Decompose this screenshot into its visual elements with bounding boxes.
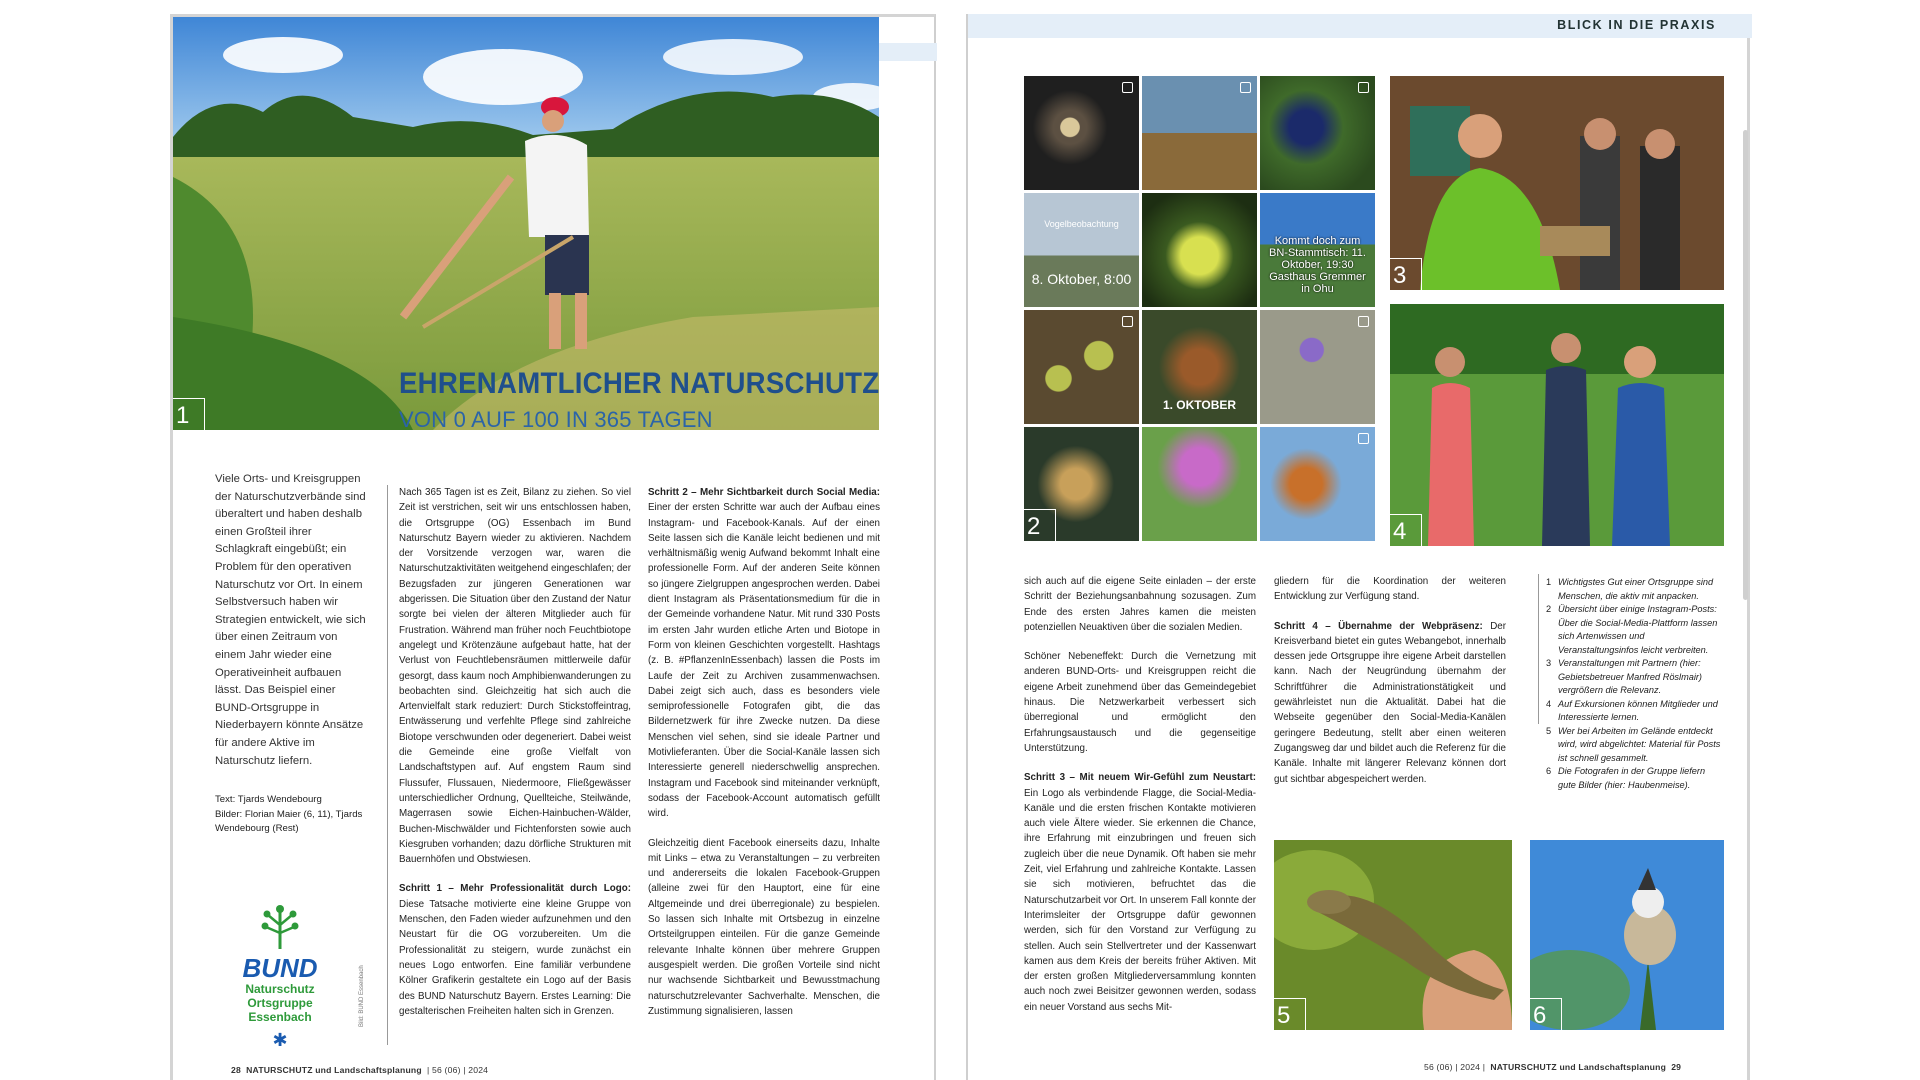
grid-tile-goldcrest <box>1024 427 1139 541</box>
header-band-fragment <box>879 43 937 61</box>
paragraph <box>1024 770 1256 1015</box>
credit-images: Bilder: Florian Maier (6, 11), Tjards Wendebourg (Rest) <box>215 809 363 834</box>
star-icon: ✱ <box>272 1030 288 1050</box>
footer-left <box>231 1065 488 1075</box>
caption-text: Wichtigstes Gut einer Ortsgruppe sind Menschen, die aktiv mit anpacken. <box>1558 577 1714 601</box>
left-page <box>170 14 936 1080</box>
caption-text: Wer bei Arbeiten im Gelände entdeckt wird, wird abgelichtet: Material für Posts ist schnell gesammelt. <box>1558 725 1721 763</box>
grid-tile-mushroom <box>1142 310 1257 424</box>
gallery-icon <box>1358 82 1369 93</box>
paragraph-body: Ein Logo als verbindende Flagge, die Social-Media-Kanäle und die ersten frischen Kontakte motivieren auch viele Ältere wieder. Sie erkennen die Chance, ihre Erfahrung mit einzubringen und freuen sich zugleich über die neue Dynamik. Oft haben sie mehr Zeit, viel Erfahrung und zahlreiche Kontakte. Lassen sie sich motivieren, befruchtet das die Naturschutzarbeit vor Ort. In unserem Fall konnte der Interimsleiter der Ortsgruppe dafür gewonnen werden, sich für den Vorstand zur Verfügung zu stellen. Auch sein Stellvertreter und der Kassenwart kamen aus dem Kreis der bereits früher Aktiven. Mit der ersten großen Mitgliederversammlung konnten auch noch zwei Beisitzer gewonnen werden, sodass ein neuer Vorstand aus sechs Mit- <box>1024 787 1256 1013</box>
gallery-icon <box>1358 316 1369 327</box>
photo-captions <box>1546 576 1724 792</box>
logo-bund: BUND <box>242 953 318 983</box>
caption-item <box>1546 725 1724 766</box>
column-rule <box>387 485 388 1045</box>
gallery-icon <box>1240 82 1251 93</box>
issue-info: | 56 (06) | 2024 <box>426 1065 489 1075</box>
paragraph-body: Einer der ersten Schritte war auch der Aufbau eines Instagram- und Facebook-Kanals. Auf der einen Seite lassen sich die Kanäle leicht bedienen und mit verhältnismäßig wenig Aufwand bekommt Inhalt eine professionelle Form. Auf der anderen Seite können so jüngere Zielgruppen angesprochen werden. Dabei dient Instagram als Präsentationsmedium für die in der Gemeinde vorhandene Natur. Mit rund 330 Posts im ersten Jahr wurden etliche Arten und Biotope in Form von kleinen Geschichten vorgestellt. Hashtags (z. B. #PflanzenInEssenbach) lassen die Posts im Laufe der Zeit zu Archiven zusammenwachsen. Dabei zeigt sich auch, dass es besonders viele semiprofessionelle Fotografen gibt, die das Bildernetzwerk für ihre Zwecke nutzen. Da diese Menschen viel sehen, sind sie ideale Partner und Motivlieferanten. Über die Social-Kanäle lassen sich Interessierte generell niederschwellig ansprechen. Instagram und Facebook sind miteinander verknüpft, sodass der Facebook-Account automatisch gefüllt wird. <box>648 502 880 820</box>
paragraph-body: Diese Tatsache motivierte eine kleine Gruppe von Menschen, den Faden wieder aufzunehmen und den Neustart für die OG vorzubereiten. Um die Professionalität zu steigern, wurde zunächst ein neues Logo entworfen. Eine familiär verbundene Kölner Grafikerin gestaltete ein Logo auf der Basis des BUND Naturschutz Bayern. Erstes Learning: Die gestalterischen Freiheiten halten sich in Grenzen. <box>399 898 631 1017</box>
photo-number: 6 <box>1530 998 1562 1030</box>
tree-icon <box>260 903 300 949</box>
magazine-name: NATURSCHUTZ und Landschaftsplanung <box>246 1065 422 1075</box>
grid-tile-spider <box>1024 76 1139 190</box>
column-2 <box>648 485 880 1033</box>
caption-number: 2 <box>1546 604 1552 614</box>
step-heading: Schritt 1 – Mehr Professionalität durch Logo: <box>399 883 631 895</box>
photo-number: 4 <box>1390 514 1422 546</box>
caption-item <box>1546 603 1724 657</box>
photo-guided-tour <box>1390 76 1724 290</box>
photo-number: 5 <box>1274 998 1306 1030</box>
page-number: 29 <box>1671 1062 1682 1072</box>
grid-tile-pears <box>1024 310 1139 424</box>
paragraph: Schöner Nebeneffekt: Durch die Vernetzung mit anderen BUND-Orts- und Kreisgruppen reicht die eigene Arbeit zunehmend über das Gemeindegebiet hinaus. Die Netzwerkarbeit verbessert sich überregional und ermöglicht den Erfahrungsaustausch und die gegenseitige Unterstützung. <box>1024 651 1256 754</box>
bund-logo <box>215 903 345 1051</box>
grid-tile-quince <box>1142 193 1257 307</box>
paragraph-body: Der Kreisverband bietet ein gutes Webangebot, innerhalb dessen jede Ortsgruppe ihre eigene Arbeit darstellen kann. Nach der Neugründung übernahm der Schriftführer die Administrationstätigkeit und gewährleistet nun die Aktualität. Dabei hat die Webseite gegenüber den Social-Media-Kanälen geringere Bedeutung, stellt aber einen weiteren Zugangsweg dar und bildet auch die Referenz für die Kanäle. Inhalte mit längerer Relevanz können dort gut sichtbar abgespeichert werden. <box>1274 620 1506 785</box>
section-header: BLICK IN DIE PRAXIS <box>1557 18 1716 32</box>
logo-credit: Bild: BUND Essenbach <box>359 965 365 1027</box>
paragraph: gliedern für die Koordination der weiteren Entwicklung zur Verfügung stand. <box>1274 576 1506 603</box>
caption-text: Veranstaltungen mit Partnern (hier: Gebietsbetreuer Manfred Röslmair) vergrößern die Relevanz. <box>1558 658 1702 695</box>
logo-line1: Naturschutz <box>245 982 315 996</box>
caption-number: 3 <box>1546 658 1552 668</box>
captions-rule <box>1538 574 1539 724</box>
photo-excursion <box>1390 304 1724 546</box>
paragraph: sich auch auf die eigene Seite einladen – der erste Schritt der Beziehungsanbahnung sozusagen. Zum Ende des ersten Jahres kamen die meisten potenziellen Neuaktiven über die sozialen Medien. <box>1024 576 1256 633</box>
paragraph <box>399 881 631 1019</box>
footer-right <box>1424 1062 1681 1072</box>
scrollbar-thumb[interactable] <box>1743 130 1748 600</box>
credit-text: Text: Tjards Wendebourg <box>215 794 322 805</box>
article-title-block <box>399 367 939 433</box>
intro-text: Viele Orts- und Kreisgruppen der Naturschutzverbände sind überaltert und haben deshalb einen Großteil ihrer Schlagkraft eingebüßt; ein Problem für den operativen Naturschutz vor Ort. In einem Selbstversuch haben wir Strategien entwickelt, wie sich über einen Zeitraum von einem Jahr wieder eine Operativeinheit aufbauen lässt. Das Beispiel einer BUND-Ortsgruppe in Niederbayern könnte Ansätze für andere Aktive im Naturschutz liefern. <box>215 473 366 767</box>
grid-tile-berries <box>1260 76 1375 190</box>
article-title: EHRENAMTLICHER NATURSCHUTZ <box>399 367 880 400</box>
caption-item <box>1546 657 1724 698</box>
grid-tile-lapwing <box>1142 76 1257 190</box>
tile-text: Kommt doch zum BN-Stammtisch: 11. Oktober, 19:30 Gasthaus Gremmer in Ohu <box>1269 235 1366 295</box>
credits <box>215 791 375 836</box>
caption-number: 4 <box>1546 698 1552 709</box>
page-number: 28 <box>231 1065 241 1075</box>
step-heading: Schritt 2 – Mehr Sichtbarkeit durch Social Media: <box>648 487 880 498</box>
caption-number: 6 <box>1546 766 1552 776</box>
grid-tile-garden-spider <box>1260 427 1375 541</box>
paragraph <box>1274 619 1506 787</box>
step-heading: Schritt 4 – Übernahme der Webpräsenz: <box>1274 620 1483 632</box>
section-header-band <box>968 14 1752 38</box>
gallery-icon <box>1122 316 1133 327</box>
right-page <box>966 14 1750 1080</box>
photo-number: 3 <box>1390 258 1422 290</box>
caption-text: Auf Exkursionen können Mitglieder und Interessierte lernen. <box>1558 698 1718 722</box>
magazine-name: NATURSCHUTZ und Landschaftsplanung <box>1490 1062 1667 1072</box>
photo-number: 2 <box>1024 509 1056 541</box>
tile-text: 1. OKTOBER <box>1162 398 1237 412</box>
paragraph: Nach 365 Tagen ist es Zeit, Bilanz zu ziehen. So viel Zeit ist verstrichen, seit wir uns entschlossen haben, die Ortsgruppe (OG) Essenbach im Bund Naturschutz Bayern wieder zu aktivieren. Nachdem der Vorsitzende verzogen war, waren die Naturschutzaktivitäten weitgehend eingeschlafen; der Bezugsfaden zur jüngeren Generationen war abgerissen. Die Situation über den Zustand der Natur sorgte bei vielen der älteren Mitglieder auch für Frustration. Während man früher noch Feuchtbiotope angelegt und Krötenzäune aufgebaut hatte, hat der Verlust von Feuchtlebensräumen mittlerweile dafür gesorgt, dass kaum noch Amphibienwanderungen zu beobachten sind. Gleichzeitig hat sich auch die Artenvielfalt stark reduziert: Durch Stickstoffeintrag, Entwässerung und verfehlte Pflege sind zahlreiche Biotope verschwunden oder degeneriert. Dabei weist die Gemeinde eine große Vielfalt von Landschaftstypen auf. Auf engstem Raum sind Flussufer, Flussauen, Niedermoore, Fließgewässer unterschiedlicher Ordnung, Quellteiche, Steilwände, Magerrasen sowie Eichen-Hainbuchen-Wälder, Buchen-Mischwälder und Fichtenforsten sowie auch Kiesgruben vorhanden; dazu dörfliche Strukturen mit Bauernhöfen und Obstwiesen. <box>399 487 632 866</box>
column-1 <box>399 485 631 1033</box>
tile-text: 8. Oktober, 8:00 <box>1031 271 1132 287</box>
step-heading: Schritt 3 – Mit neuem Wir-Gefühl zum Neustart: <box>1024 772 1256 784</box>
grid-tile-birdwatch <box>1024 193 1139 307</box>
issue-info: 56 (06) | 2024 | <box>1424 1062 1486 1072</box>
grid-tile-violets <box>1260 310 1375 424</box>
photo-crested-tit <box>1530 840 1724 1030</box>
gallery-icon <box>1122 82 1133 93</box>
photo-number: 1 <box>173 398 205 430</box>
caption-number: 5 <box>1546 725 1552 736</box>
caption-number: 1 <box>1546 577 1552 587</box>
column-3 <box>1024 574 1256 1029</box>
caption-item <box>1546 765 1724 792</box>
caption-text: Übersicht über einige Instagram-Posts: Über die Social-Media-Plattform lassen sich Artenwissen und Veranstaltungsinfos leicht verbreiten. <box>1558 604 1718 655</box>
logo-line2: Ortsgruppe Essenbach <box>247 996 313 1024</box>
caption-item <box>1546 698 1724 725</box>
photo-lizard <box>1274 840 1512 1030</box>
gallery-icon <box>1358 433 1369 444</box>
tile-text: Vogelbeobachtung <box>1044 219 1119 229</box>
caption-item <box>1546 576 1724 603</box>
caption-text: Die Fotografen in der Gruppe liefern gute Bilder (hier: Haubenmeise). <box>1558 766 1706 790</box>
article-subtitle: VON 0 AUF 100 IN 365 TAGEN <box>399 407 713 432</box>
paragraph: Gleichzeitig dient Facebook einerseits dazu, Inhalte mit Links – etwa zu Veranstaltungen – zu verbreiten und andererseits die lokalen Facebook-Gruppen (alleine zwei für den Hauptort, eine für eine Altgemeinde und drei überregionale) zu bespielen. So lassen sich Inhalte mit Ortsbezug in einzelne Ortsteilgruppen einteilen. Für die ganze Gemeinde relevante Inhalte können über mehrere Gruppen ausgespielt werden. Die großen Vorteile sind nicht nur wachsende Sichtbarkeit und Bewusstmachung naturschutzrelevanter Sachverhalte. Menschen, die Zustimmung signalisieren, lassen <box>648 837 880 1017</box>
paragraph <box>648 485 880 822</box>
grid-tile-stammtisch <box>1260 193 1375 307</box>
grid-tile-thistle <box>1142 427 1257 541</box>
column-4 <box>1274 574 1506 801</box>
instagram-grid <box>1024 76 1380 544</box>
